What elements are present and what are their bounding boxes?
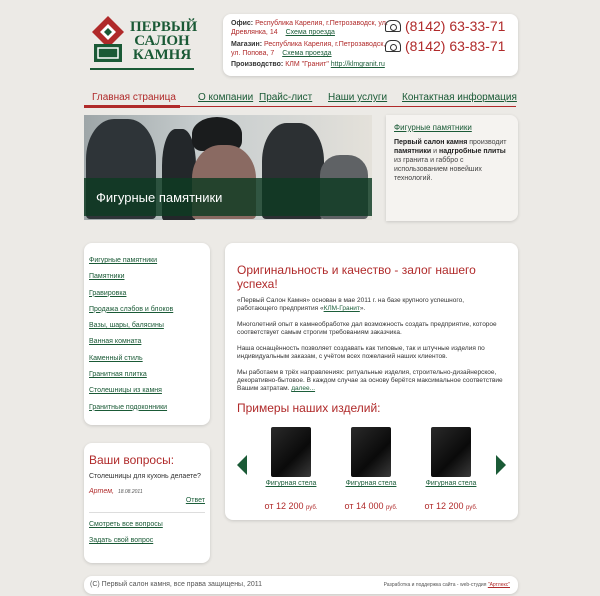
main-paragraph-4 <box>237 369 506 393</box>
menu-item-stone-style[interactable]: Каменный стиль <box>89 354 143 362</box>
price-value: 12 200 <box>435 501 464 511</box>
shop-phone <box>385 38 505 54</box>
shop-address-text: Республика Карелия, г.Петрозаводск, ул. Попова, 7 <box>231 41 386 57</box>
main-p4-text: Мы работаем в трёх направлениях: ритуальные изделия, строительно-дизайнерское, декоративно-бытовое. В каждом случае за основу берётся максимальное соответствие Вашим затратам. <box>237 369 503 392</box>
developer-link[interactable]: "Артлекс" <box>487 582 510 588</box>
main-paragraph-2: Многолетний опыт в камнеобработке дал возможность создать предприятие, которое соответствует самым строгим требованиям заказчика. <box>237 321 497 336</box>
office-address <box>231 19 391 37</box>
answer-link[interactable]: Ответ <box>185 497 205 504</box>
office-phone-number: (8142) 63-33-71 <box>405 18 506 34</box>
product-card[interactable] <box>341 427 401 511</box>
main-paragraph-1 <box>237 297 506 313</box>
read-more-link[interactable]: далее... <box>291 385 316 392</box>
footer-dev-text: Разработка и поддержка сайта - web-студия <box>383 582 488 588</box>
phone-icon <box>385 40 401 52</box>
logo-line-2: САЛОН <box>134 33 190 49</box>
logo-line-3: КАМНЯ <box>132 47 192 63</box>
klm-granit-link[interactable]: КЛМ-Гранит <box>323 305 360 312</box>
product-price <box>341 501 401 511</box>
logo-text <box>130 19 198 63</box>
catalog-menu <box>84 243 210 425</box>
carousel-prev-arrow-icon[interactable] <box>237 455 247 475</box>
price-value: 14 000 <box>355 501 384 511</box>
product-image[interactable] <box>271 427 311 477</box>
questions-divider <box>89 512 205 513</box>
banner-title: Фигурные памятники <box>96 190 223 205</box>
shop-phone-number: (8142) 63-83-71 <box>405 38 506 54</box>
main-nav <box>84 92 516 106</box>
main-p1-text: «Первый Салон Камня» основан в мае 2011 г. на базе крупного успешного, работающего предприятия « <box>237 297 465 312</box>
price-value: 12 200 <box>275 501 304 511</box>
office-map-link[interactable]: Схема проезда <box>285 29 335 36</box>
banner-caption <box>84 178 372 216</box>
shop-address <box>231 40 391 58</box>
price-currency: руб. <box>306 505 318 511</box>
price-currency: руб. <box>386 505 398 511</box>
production-label: Производство: <box>231 61 284 68</box>
menu-item-monuments[interactable]: Памятники <box>89 273 125 281</box>
shop-label: Магазин: <box>231 41 263 48</box>
banner-side-text-3: из гранита и габбро с использованием новейших технологий. <box>394 157 482 182</box>
banner-side-company: Первый салон камня <box>394 139 468 146</box>
question-text: Столешницы для кухонь делаете? <box>89 473 201 480</box>
logo-emblem-icon <box>90 14 126 64</box>
main-p1-end: ». <box>359 305 366 312</box>
question-meta <box>89 486 205 495</box>
office-phone <box>385 18 505 34</box>
production-name: КЛМ "Гранит" <box>285 61 329 68</box>
product-price <box>261 501 321 511</box>
menu-item-window-sills[interactable]: Гранитные подоконники <box>89 403 168 411</box>
price-prefix: от <box>424 501 434 511</box>
banner-side-text-1: производит <box>467 139 507 146</box>
question-author: Артем, <box>89 488 114 495</box>
banner-side-text <box>394 138 510 183</box>
hero-banner[interactable] <box>84 115 372 220</box>
menu-item-vases[interactable]: Вазы, шары, балясины <box>89 322 164 330</box>
products-title: Примеры наших изделий: <box>237 401 381 415</box>
production-info <box>231 60 511 69</box>
office-label: Офис: <box>231 20 254 27</box>
banner-side-title-link[interactable]: Фигурные памятники <box>394 123 472 132</box>
banner-side-bold-2: надгробные плиты <box>438 148 506 155</box>
footer <box>84 576 518 594</box>
office-address-text: Республика Карелия, г.Петрозаводск, ул. Древлянка, 14 <box>231 20 388 36</box>
questions-panel <box>84 443 210 563</box>
logo[interactable] <box>84 12 198 74</box>
banner-side-text-2: и <box>431 148 439 155</box>
price-prefix: от <box>264 501 274 511</box>
product-name-link[interactable]: Фигурная стела <box>425 480 477 487</box>
menu-item-slabs-blocks[interactable]: Продажа слэбов и блоков <box>89 305 174 313</box>
nav-item-contacts[interactable]: Контактная информация <box>402 92 517 103</box>
footer-copyright: (С) Первый салон камня, все права защищены, 2011 <box>90 581 263 588</box>
nav-active-indicator <box>84 105 180 108</box>
product-name-link[interactable]: Фигурная стела <box>345 480 397 487</box>
carousel-next-arrow-icon[interactable] <box>496 455 506 475</box>
phone-icon <box>385 20 401 32</box>
shop-map-link[interactable]: Схема проезда <box>282 50 332 57</box>
nav-item-about[interactable]: О компании <box>198 92 254 103</box>
questions-title: Ваши вопросы: <box>89 453 175 467</box>
nav-item-home[interactable]: Главная страница <box>92 92 176 103</box>
product-image[interactable] <box>351 427 391 477</box>
product-price <box>421 501 481 511</box>
see-all-questions-link[interactable]: Смотреть все вопросы <box>89 521 163 528</box>
logo-underline <box>90 68 194 70</box>
question-date: 18.08.2011 <box>117 489 143 495</box>
ask-question-link[interactable]: Задать свой вопрос <box>89 537 154 544</box>
logo-line-1: ПЕРВЫЙ <box>130 19 198 35</box>
footer-developer <box>384 582 510 588</box>
price-currency: руб. <box>466 505 478 511</box>
main-heading: Оригинальность и качество - залог нашего успеха! <box>237 263 476 291</box>
main-paragraph-3: Наша оснащённость позволяет создавать как типовые, так и штучные изделия по индивидуальным заказам, с учётом всех пожеланий наших клиентов. <box>237 345 485 360</box>
menu-item-granite-tile[interactable]: Гранитная плитка <box>89 371 147 379</box>
menu-item-figure-monuments[interactable]: Фигурные памятники <box>89 257 158 264</box>
production-url-link[interactable]: http://klmgranit.ru <box>330 61 385 68</box>
nav-item-price-list[interactable]: Прайс-лист <box>259 92 313 103</box>
product-card[interactable] <box>261 427 321 511</box>
products-carousel <box>237 427 506 511</box>
price-prefix: от <box>344 501 354 511</box>
product-name-link[interactable]: Фигурная стела <box>265 480 317 487</box>
menu-item-engraving[interactable]: Гравировка <box>89 289 127 297</box>
menu-item-countertops[interactable]: Столешницы из камня <box>89 387 162 395</box>
banner-side-bold-1: памятники <box>394 148 432 155</box>
product-card[interactable] <box>421 427 481 511</box>
nav-item-services[interactable]: Наши услуги <box>328 92 388 103</box>
contacts-panel <box>223 14 518 76</box>
main-content <box>225 243 518 520</box>
banner-side-panel <box>386 115 518 221</box>
product-image[interactable] <box>431 427 471 477</box>
menu-item-bathroom[interactable]: Ванная комната <box>89 338 142 346</box>
